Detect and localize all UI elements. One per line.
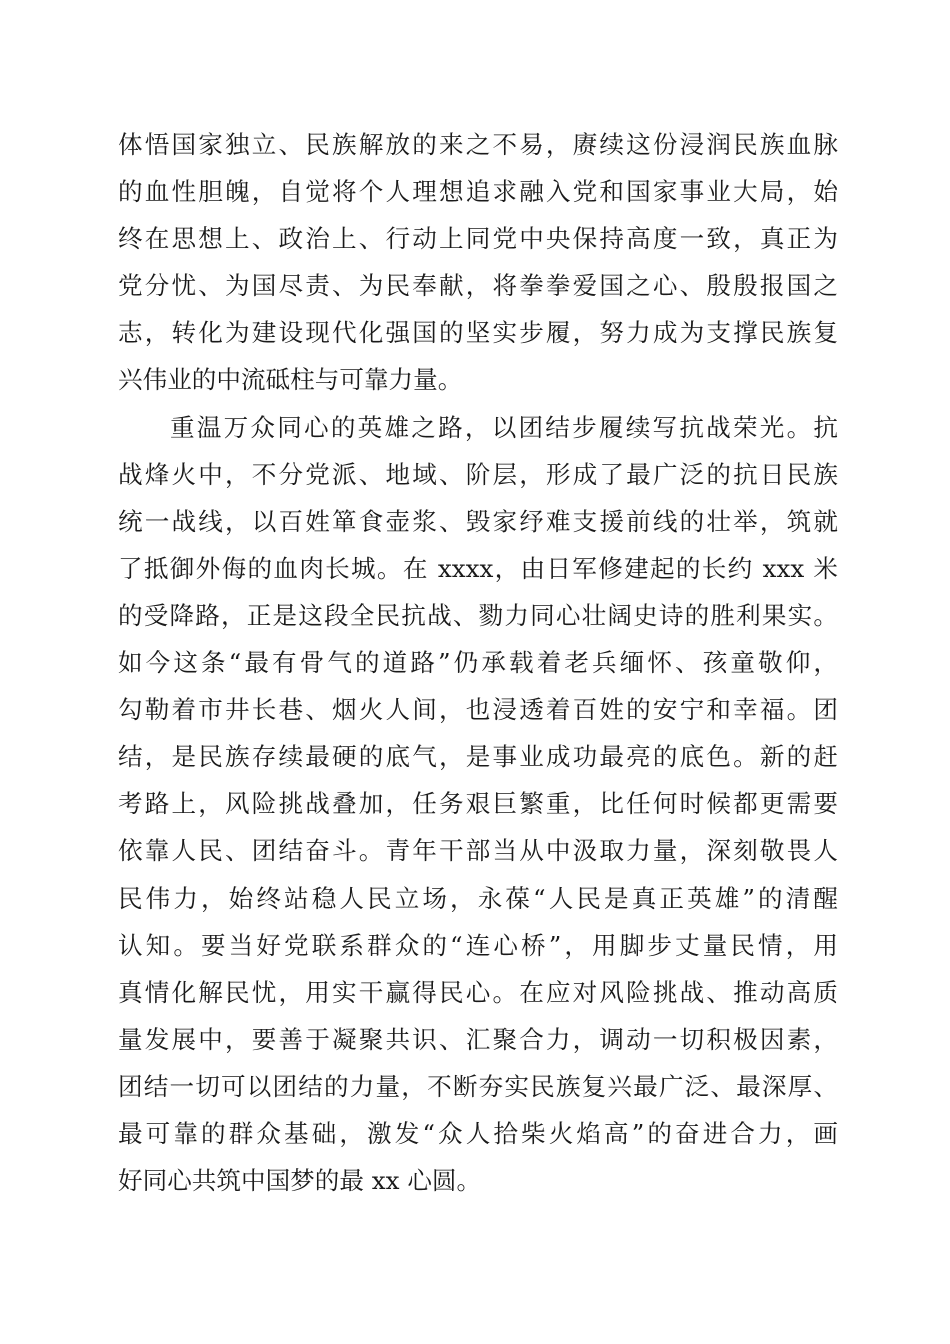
text-line: 量发展中，要善于凝聚共识、汇聚合力，调动一切积极因素， xyxy=(118,1024,838,1054)
text-line: 党分忧、为国尽责、为民奉献，将拳拳爱国之心、殷殷报国之 xyxy=(118,271,838,301)
text-line: 志，转化为建设现代化强国的坚实步履，努力成为支撑民族复 xyxy=(118,318,838,348)
text-line: 结，是民族存续最硬的底气，是事业成功最亮的底色。新的赶 xyxy=(118,742,838,772)
text-line: 真情化解民忧，用实干赢得民心。在应对风险挑战、推动高质 xyxy=(118,977,838,1007)
text-line: 的受降路，正是这段全民抗战、勠力同心壮阔史诗的胜利果实。 xyxy=(118,600,838,630)
text-line: 终在思想上、政治上、行动上同党中央保持高度一致，真正为 xyxy=(118,224,838,254)
text-line: 团结一切可以团结的力量，不断夯实民族复兴最广泛、最深厚、 xyxy=(118,1071,838,1101)
text-line: 了抵御外侮的血肉长城。在 xxxx，由日军修建起的长约 xxx 米 xyxy=(118,553,838,583)
text-line: 重温万众同心的英雄之路，以团结步履续写抗战荣光。抗 xyxy=(170,412,838,442)
text-line: 体悟国家独立、民族解放的来之不易，赓续这份浸润民族血脉 xyxy=(118,130,838,159)
text-line: 好同心共筑中国梦的最 xx 心圆。 xyxy=(118,1166,482,1196)
text-line: 如今这条“最有骨气的道路”仍承载着老兵缅怀、孩童敬仰， xyxy=(118,648,838,678)
paragraph xyxy=(118,404,838,1205)
text-line: 的血性胆魄，自觉将个人理想追求融入党和国家事业大局，始 xyxy=(118,177,838,207)
text-line: 统一战线，以百姓箪食壶浆、毁家纾难支援前线的壮举，筑就 xyxy=(118,506,838,536)
text-line: 最可靠的群众基础，激发“众人拾柴火焰高”的奋进合力，画 xyxy=(118,1118,838,1148)
text-line: 认知。要当好党联系群众的“连心桥”，用脚步丈量民情，用 xyxy=(118,930,838,960)
text-line: 依靠人民、团结奋斗。青年干部当从中汲取力量，深刻敬畏人 xyxy=(118,836,838,866)
text-line: 兴伟业的中流砥柱与可靠力量。 xyxy=(118,365,463,395)
text-line: 战烽火中，不分党派、地域、阶层，形成了最广泛的抗日民族 xyxy=(118,459,838,489)
text-line: 勾勒着市井长巷、烟火人间，也浸透着百姓的安宁和幸福。团 xyxy=(118,695,838,725)
paragraph xyxy=(118,121,838,404)
text-line: 民伟力，始终站稳人民立场，永葆“人民是真正英雄”的清醒 xyxy=(118,883,838,913)
document-body xyxy=(118,121,838,1204)
text-line: 考路上，风险挑战叠加，任务艰巨繁重，比任何时候都更需要 xyxy=(118,789,838,819)
